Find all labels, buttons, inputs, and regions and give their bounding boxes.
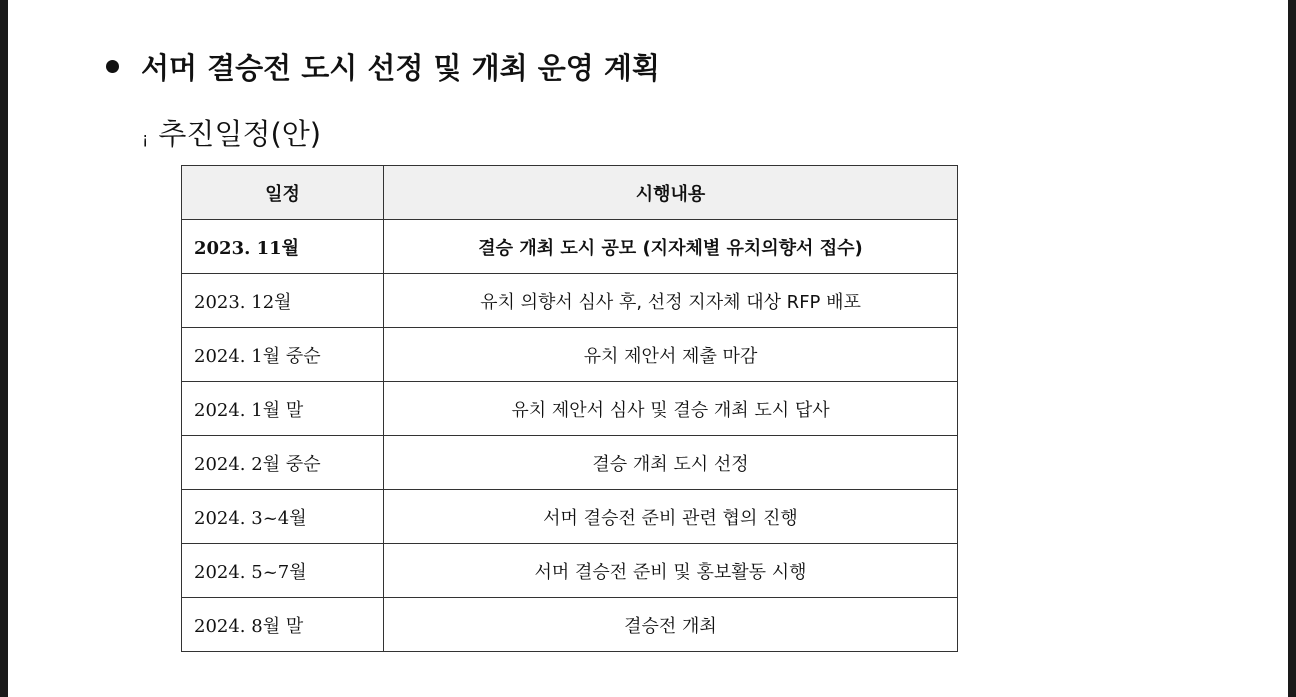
section-heading-text: 서머 결승전 도시 선정 및 개최 운영 계획: [141, 51, 660, 85]
table-row: [182, 436, 958, 490]
row-content: 서머 결승전 준비 관련 협의 진행: [384, 490, 958, 544]
table-row: [182, 274, 958, 328]
row-content: 유치 제안서 심사 및 결승 개최 도시 답사: [384, 382, 958, 436]
table-row: [182, 544, 958, 598]
row-date: 2023. 11월: [182, 220, 384, 274]
row-content: 유치 제안서 제출 마감: [384, 328, 958, 382]
table-row: [182, 598, 958, 652]
row-content: 결승 개최 도시 공모 (지자체별 유치의향서 접수): [384, 220, 958, 274]
right-border-bar: [1288, 0, 1296, 697]
sub-heading-text: 추진일정(안): [158, 117, 322, 151]
schedule-table: [181, 165, 958, 652]
table-header-row: [182, 166, 958, 220]
table-row: [182, 382, 958, 436]
table-row: [182, 220, 958, 274]
left-border-bar: [0, 0, 8, 697]
sub-heading-marker: ¡: [142, 129, 149, 148]
row-date: 2024. 2월 중순: [182, 436, 384, 490]
row-date: 2024. 1월 중순: [182, 328, 384, 382]
table-row: [182, 328, 958, 382]
row-content: 유치 의향서 심사 후, 선정 지자체 대상 RFP 배포: [384, 274, 958, 328]
column-header-content: 시행내용: [384, 166, 958, 220]
row-content: 결승전 개최: [384, 598, 958, 652]
row-date: 2024. 8월 말: [182, 598, 384, 652]
row-date: 2023. 12월: [182, 274, 384, 328]
row-content: 결승 개최 도시 선정: [384, 436, 958, 490]
row-date: 2024. 5~7월: [182, 544, 384, 598]
table-row: [182, 490, 958, 544]
row-date: 2024. 1월 말: [182, 382, 384, 436]
sub-heading: [142, 112, 321, 153]
column-header-date: 일정: [182, 166, 384, 220]
row-content: 서머 결승전 준비 및 홍보활동 시행: [384, 544, 958, 598]
bullet-icon: [106, 60, 119, 73]
row-date: 2024. 3~4월: [182, 490, 384, 544]
section-heading: [106, 46, 660, 87]
